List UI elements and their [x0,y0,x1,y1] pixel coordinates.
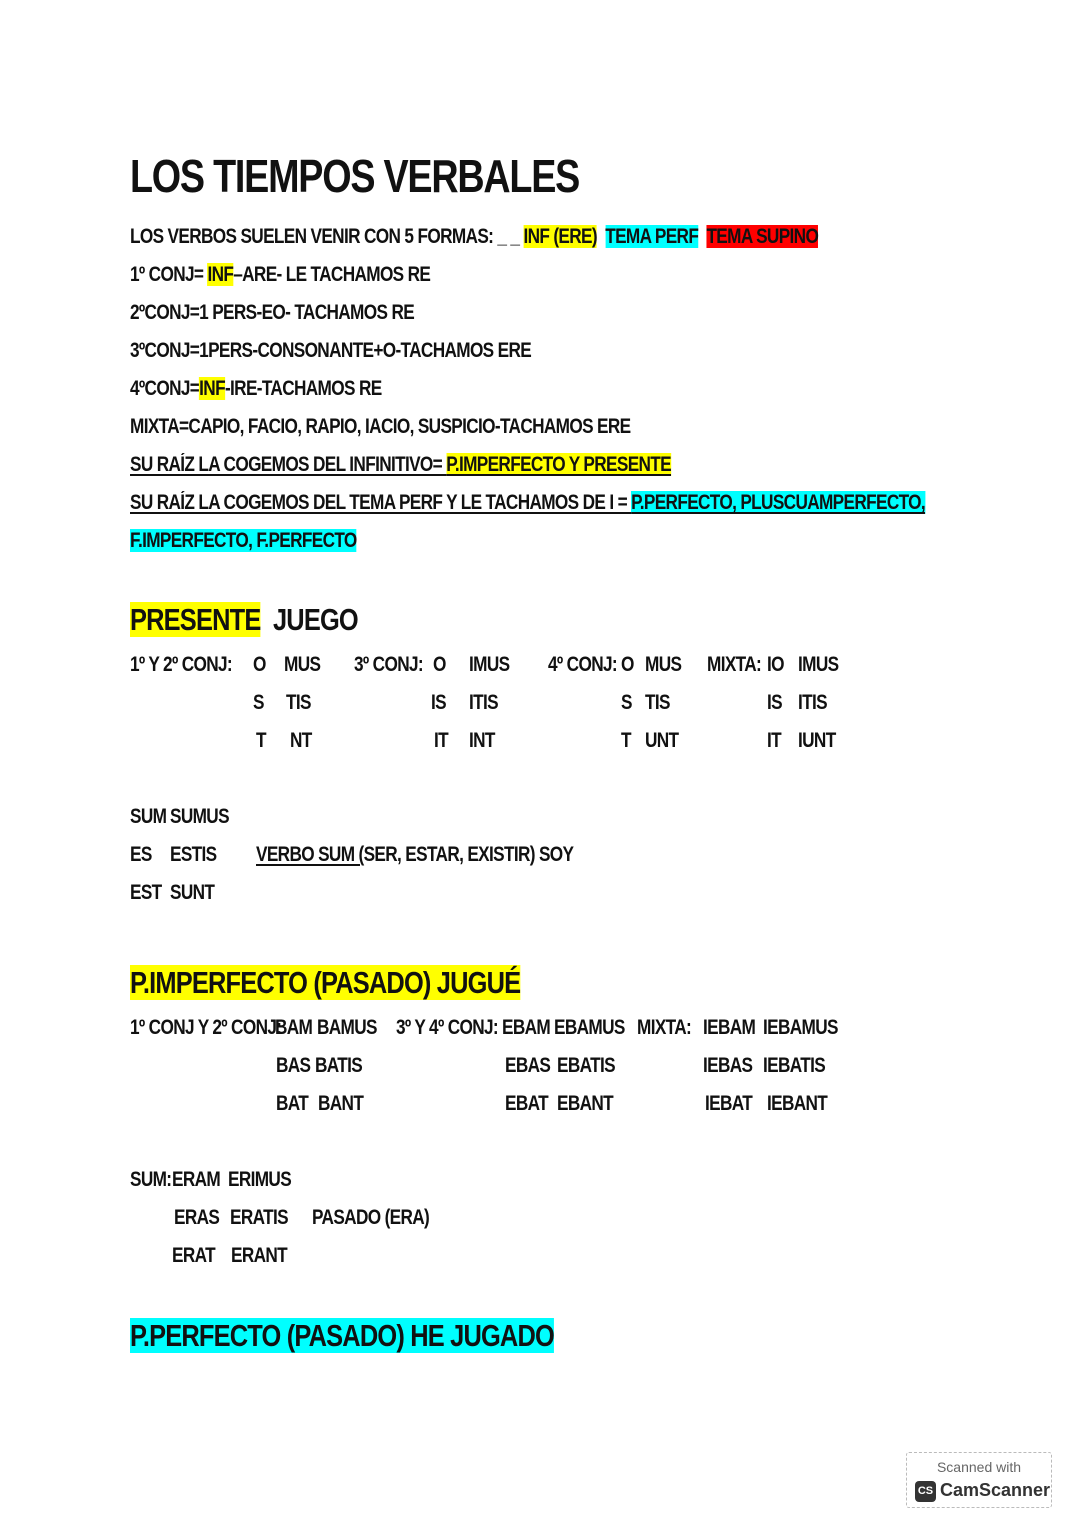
imperfecto-g3-s1: EBAM [502,1016,551,1039]
presente-g4-s3: T [621,729,631,752]
form-inf-highlight: INF (ERE) [523,225,597,248]
watermark-caption: Scanned with [936,1459,1022,1475]
conj-1-ending: RE [407,263,431,286]
conj-1-rule [130,260,430,290]
imperfecto-g3-p3: EBANT [557,1092,614,1115]
sum-s2: ES [130,843,152,866]
form-supino-highlight: TEMA SUPINO [706,225,819,248]
imperfecto-label: P.IMPERFECTO (PASADO) JUGUÉ [130,965,521,1000]
imperfecto-mixta-p1: IEBAMUS [763,1016,838,1039]
conj-3-rule [130,336,531,366]
sum-p3: SUNT [170,881,215,904]
sum-imperfecto-p3: ERANT [231,1244,288,1267]
camscanner-logo-icon: CS [915,1481,936,1502]
imperfecto-mixta-s1: IEBAM [703,1016,756,1039]
presente-g1-p3: NT [290,729,312,752]
imperfecto-mixta-p2: IEBATIS [763,1054,826,1077]
sum-p2: ESTIS [170,843,217,866]
presente-g1-s3: T [256,729,266,752]
raiz-2-highlight: P.PERFECTO, PLUSCUAMPERFECTO, [631,491,926,514]
sum-imperfecto-word: SUM [130,1168,167,1191]
presente-mixta-s3: IT [767,729,781,752]
conj-1-text: 1º CONJ= [130,263,208,286]
conj-2-rule [130,298,414,328]
conj-2-ending: RE [391,301,415,324]
verbo-sum-note [256,840,573,870]
intro-rest: : _ _ [488,225,524,248]
presente-label: PRESENTE [130,602,261,637]
intro-bold: 5 FORMAS [404,225,489,248]
conj-2-text: 2ºCONJ=1 PERS-EO- TACHAMOS [130,301,392,324]
imperfecto-g3-s2: EBAS [505,1054,551,1077]
presente-g3-p1: IMUS [469,653,510,676]
presente-mixta-s2: IS [767,691,782,714]
presente-mixta-p1: IMUS [798,653,839,676]
raiz-2-text: SU RAÍZ LA COGEMOS DEL TEMA PERF Y LE TACHAMOS DE I = [130,491,632,514]
conj-1-inf: INF [207,263,234,286]
presente-g3-label: 3º CONJ: [354,653,423,676]
sum-imperfecto-p2: ERATIS [230,1206,288,1229]
sum-imperfecto-s1: ERAM [172,1168,221,1191]
presente-g1-label: 1º Y 2º CONJ: [130,653,233,676]
imperfecto-g1-s3: BAT [276,1092,309,1115]
conj-4-rule [130,374,382,404]
imperfecto-g3-label: 3º Y 4º CONJ: [396,1016,499,1039]
raiz-1-text: SU RAÍZ LA COGEMOS DEL INFINITIVO= [130,453,447,476]
conj-4-text: 4ºCONJ= [130,377,200,400]
imperfecto-g1-p3: BANT [318,1092,364,1115]
imperfecto-g1-p2: BATIS [315,1054,363,1077]
presente-g4-label: 4º CONJ: [548,653,617,676]
imperfecto-mixta-label: MIXTA: [637,1016,692,1039]
sum-imperfecto-s3: ERAT [172,1244,215,1267]
conj-4-ending: RE [358,377,382,400]
sum-s1: SUM [130,805,167,828]
sum-s3: EST [130,881,162,904]
verbo-sum-meaning: SER, ESTAR, EXISTIR) SOY [363,843,574,866]
presente-g3-p3: INT [469,729,495,752]
presente-g1-p1: MUS [284,653,321,676]
sum-imperfecto-p1: ERIMUS [228,1168,292,1191]
raiz-infinitivo-rule [130,450,671,480]
mixta-rule [130,412,630,442]
imperfecto-heading [130,963,520,1003]
imperfecto-g3-p2: EBATIS [557,1054,615,1077]
presente-g1-s2: S [253,691,264,714]
raiz-perfecto-rule [130,488,925,518]
raiz-1-highlight: P.IMPERFECTO Y PRESENTE [446,453,672,476]
imperfecto-g1-s2: BAS [276,1054,311,1077]
presente-g3-p2: ITIS [469,691,498,714]
imperfecto-mixta-p3: IEBANT [767,1092,828,1115]
presente-meaning: JUEGO [272,602,358,637]
presente-g4-p3: UNT [645,729,679,752]
raiz-perfecto-rule-cont [130,526,357,556]
perfecto-label: P.PERFECTO (PASADO) HE JUGADO [130,1318,554,1353]
presente-g1-s1: O [253,653,266,676]
imperfecto-mixta-s2: IEBAS [703,1054,753,1077]
presente-g4-s2: S [621,691,632,714]
presente-g3-s1: O [433,653,446,676]
conj-3-text: 3ºCONJ=1PERS-CONSONANTE+O-TACHAMOS [130,339,498,362]
conj-3-ending: ERE [497,339,532,362]
presente-g4-s1: O [621,653,634,676]
mixta-text: MIXTA=CAPIO, FACIO, RAPIO, IACIO, SUSPICIO-TACHAMOS [130,415,598,438]
presente-mixta-p2: ITIS [798,691,827,714]
imperfecto-g1-s1: BAM [275,1016,313,1039]
sum-imperfecto-note: PASADO (ERA) [312,1206,430,1229]
imperfecto-g1-label: 1º CONJ Y 2º CONJ: [130,1016,282,1039]
sum-imperfecto-s2: ERAS [174,1206,220,1229]
imperfecto-g3-s3: EBAT [505,1092,548,1115]
intro-line-forms [130,222,818,252]
sum-imperfecto-colon: : [166,1168,172,1191]
presente-mixta-label: MIXTA: [707,653,762,676]
perfecto-heading [130,1316,554,1356]
presente-g1-p2: TIS [286,691,311,714]
conj-1-text-b: –ARE- LE TACHAMOS [233,263,408,286]
sum-imperfecto-label [130,1165,171,1195]
intro-text: LOS VERBOS SUELEN VENIR CON [130,225,405,248]
imperfecto-g1-p1: BAMUS [317,1016,377,1039]
presente-mixta-p3: IUNT [798,729,836,752]
imperfecto-g3-p1: EBAMUS [554,1016,625,1039]
watermark-brand: CamScanner [940,1480,1051,1500]
presente-g3-s2: IS [431,691,446,714]
mixta-ending: ERE [597,415,631,438]
camscanner-watermark [906,1452,1052,1508]
conj-4-text-b: -IRE-TACHAMOS [224,377,359,400]
verbo-sum-label: VERBO SUM ( [256,843,364,866]
presente-g4-p2: TIS [645,691,670,714]
page-title: LOS TIEMPOS VERBALES [130,150,580,202]
conj-4-inf: INF [199,377,225,400]
form-perf-highlight: TEMA PERF [605,225,699,248]
raiz-2-highlight-cont: F.IMPERFECTO, F.PERFECTO [130,529,357,552]
sum-p1: SUMUS [170,805,229,828]
imperfecto-mixta-s3: IEBAT [705,1092,753,1115]
presente-g4-p1: MUS [645,653,682,676]
presente-mixta-s1: IO [767,653,784,676]
presente-heading [130,600,358,640]
presente-g3-s3: IT [434,729,448,752]
